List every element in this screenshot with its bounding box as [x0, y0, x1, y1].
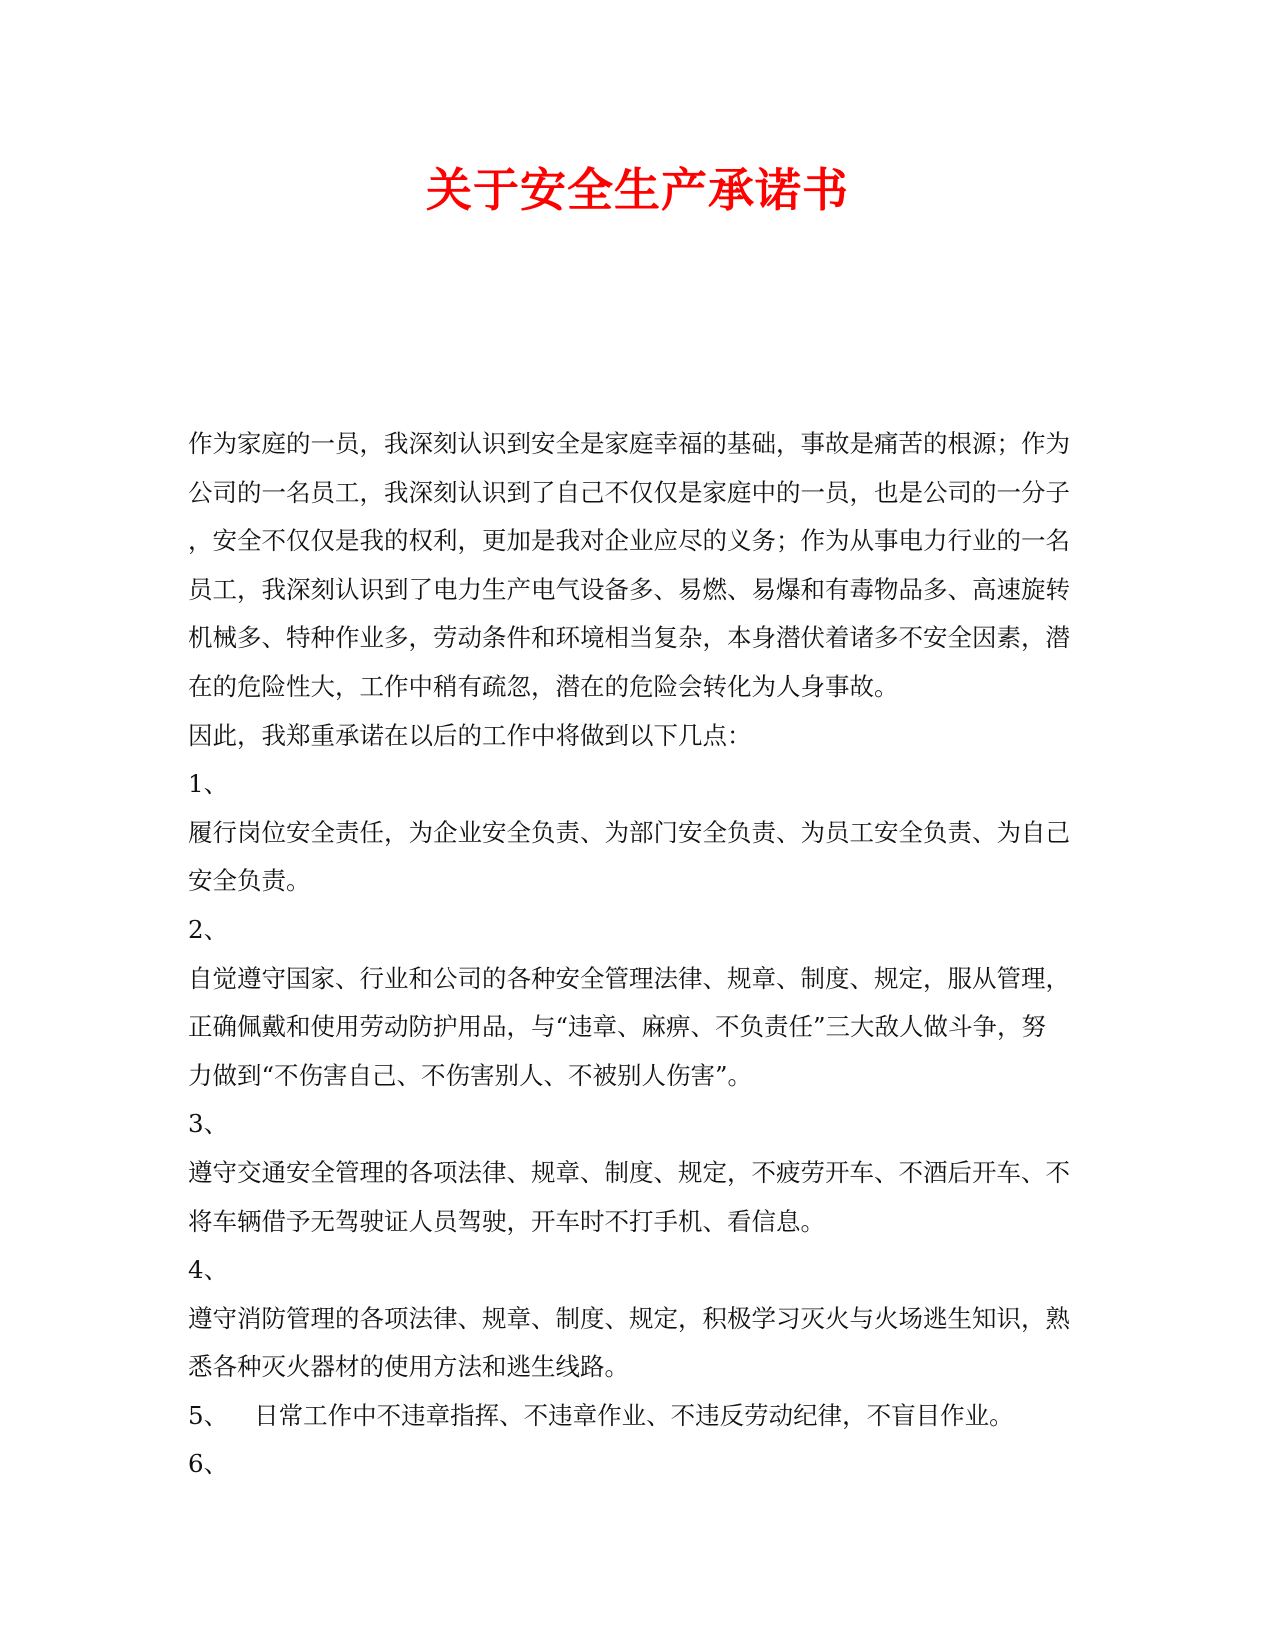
body-line: 在的危险性大，工作中稍有疏忽，潜在的危险会转化为人身事故。 [188, 671, 899, 701]
body-line: 安全负责。 [188, 866, 311, 896]
item-number: 4、 [188, 1255, 229, 1285]
body-line: 将车辆借予无驾驶证人员驾驶，开车时不打手机、看信息。 [188, 1206, 825, 1236]
document-title: 关于安全生产承诺书 [426, 163, 849, 217]
body-line: 遵守交通安全管理的各项法律、规章、制度、规定，不疲劳开车、不酒后开车、不 [188, 1157, 1070, 1187]
item-number: 2、 [188, 914, 229, 944]
item-number: 1、 [188, 769, 229, 799]
item-number: 6、 [188, 1449, 229, 1479]
body-line: 履行岗位安全责任，为企业安全负责、为部门安全负责、为员工安全负责、为自己 [188, 817, 1070, 847]
item-number: 3、 [188, 1109, 229, 1139]
item-text: 日常工作中不违章指挥、不违章作业、不违反劳动纪律，不盲目作业。 [254, 1400, 1014, 1430]
body-line: 作为家庭的一员，我深刻认识到安全是家庭幸福的基础，事故是痛苦的根源；作为 [188, 429, 1070, 458]
document-body [188, 420, 1090, 1489]
item-5-line [188, 1392, 1090, 1441]
body-line: 正确佩戴和使用劳动防护用品，与“违章、麻痹、不负责任”三大敌人做斗争，努 [188, 1012, 1047, 1042]
body-line: 机械多、特种作业多，劳动条件和环境相当复杂，本身潜伏着诸多不安全因素，潜 [188, 623, 1070, 653]
item-number: 5、 [188, 1400, 229, 1430]
body-line: 自觉遵守国家、行业和公司的各种安全管理法律、规章、制度、规定，服从管理， [188, 963, 1070, 993]
body-line: 员工，我深刻认识到了电力生产电气设备多、易燃、易爆和有毒物品多、高速旋转 [188, 574, 1070, 604]
body-line: 遵守消防管理的各项法律、规章、制度、规定，积极学习灭火与火场逃生知识，熟 [188, 1303, 1070, 1333]
body-line: 因此，我郑重承诺在以后的工作中将做到以下几点： [188, 720, 752, 750]
body-line: 公司的一名员工，我深刻认识到了自己不仅仅是家庭中的一员，也是公司的一分子 [188, 477, 1070, 507]
body-line: 悉各种灭火器材的使用方法和逃生线路。 [188, 1352, 629, 1382]
body-line: ，安全不仅仅是我的权利，更加是我对企业应尽的义务；作为从事电力行业的一名 [188, 526, 1070, 556]
body-line: 力做到“不伤害自己、不伤害别人、不被别人伤害”。 [188, 1060, 753, 1090]
